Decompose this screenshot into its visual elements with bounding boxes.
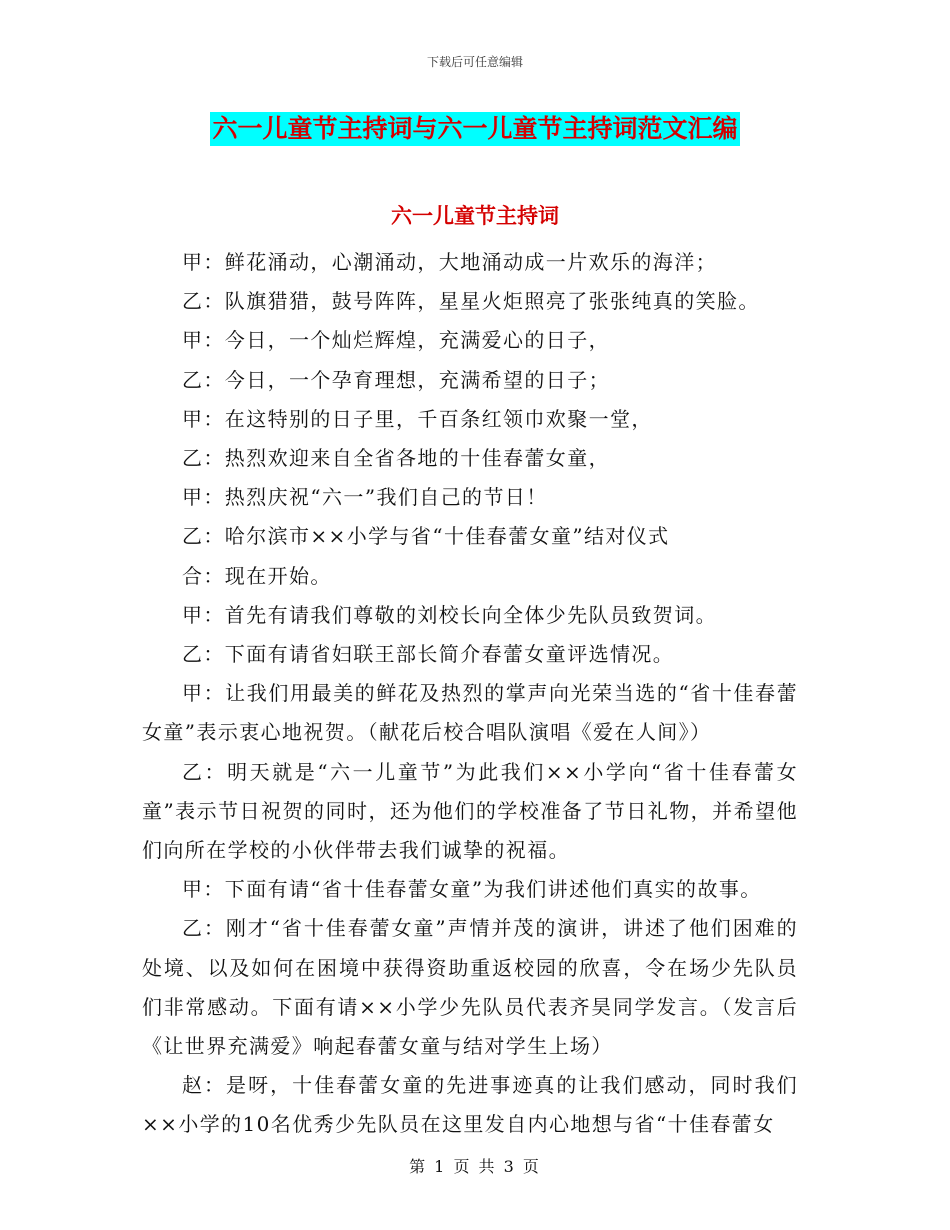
paragraph: 甲：热烈庆祝“六一”我们自己的节日！ <box>182 485 548 510</box>
header-note: 下载后可任意编辑 <box>426 55 523 69</box>
paragraph: 乙：明天就是“六一儿童节”为此我们××小学向“省十佳春蕾女童”表示节日祝贺的同时，还为他们的学校准备了节日礼物，并希望他们向所在学校的小伙伴带去我们诚挚的祝福。 <box>142 759 798 863</box>
paragraph: 合：现在开始。 <box>182 563 332 588</box>
footer-middle: 页 共 <box>453 1157 497 1176</box>
footer-suffix: 页 <box>522 1157 541 1176</box>
paragraph: 甲：让我们用最美的鲜花及热烈的掌声向光荣当选的“省十佳春蕾女童”表示衷心地祝贺。（献花后校合唱队演唱《爱在人间》） <box>142 681 798 745</box>
paragraph: 乙：哈尔滨市××小学与省“十佳春蕾女童”结对仪式 <box>182 524 670 549</box>
footer-page-number: 1 <box>434 1157 447 1176</box>
footer-page-total: 3 <box>503 1157 516 1176</box>
paragraph: 甲：首先有请我们尊敬的刘校长向全体少先队员致贺词。 <box>182 602 717 627</box>
paragraph: 乙：今日，一个孕育理想，充满希望的日子； <box>182 367 610 392</box>
paragraph: 甲：下面有请“省十佳春蕾女童”为我们讲述他们真实的故事。 <box>182 877 762 902</box>
document-body <box>142 243 798 1145</box>
main-title-wrap <box>0 112 950 146</box>
paragraph: 乙：热烈欢迎来自全省各地的十佳春蕾女童， <box>182 446 610 471</box>
main-title: 六一儿童节主持词与六一儿童节主持词范文汇编 <box>210 112 739 146</box>
paragraph: 甲：今日，一个灿烂辉煌，充满爱心的日子， <box>182 328 610 353</box>
paragraph: 乙：下面有请省妇联王部长简介春蕾女童评选情况。 <box>182 642 675 667</box>
paragraph: 甲：鲜花涌动，心潮涌动，大地涌动成一片欢乐的海洋； <box>182 250 717 274</box>
section-title: 六一儿童节主持词 <box>391 204 559 228</box>
paragraph: 甲：在这特别的日子里，千百条红领巾欢聚一堂， <box>182 406 653 431</box>
footer-prefix: 第 <box>409 1157 428 1176</box>
paragraph: 乙：队旗猎猎，鼓号阵阵，星星火炬照亮了张张纯真的笑脸。 <box>182 289 760 314</box>
page-footer <box>0 1154 950 1177</box>
paragraph: 赵：是呀，十佳春蕾女童的先进事迹真的让我们感动，同时我们××小学的10名优秀少先队员在这里发自内心地想与省“十佳春蕾女 <box>142 1073 798 1137</box>
paragraph: 乙：刚才“省十佳春蕾女童”声情并茂的演讲，讲述了他们困难的处境、以及如何在困境中获得资助重返校园的欣喜，令在场少先队员们非常感动。下面有请××小学少先队员代表齐昊同学发言。（发言后《让世界充满爱》响起春蕾女童与结对学生上场） <box>142 916 798 1059</box>
